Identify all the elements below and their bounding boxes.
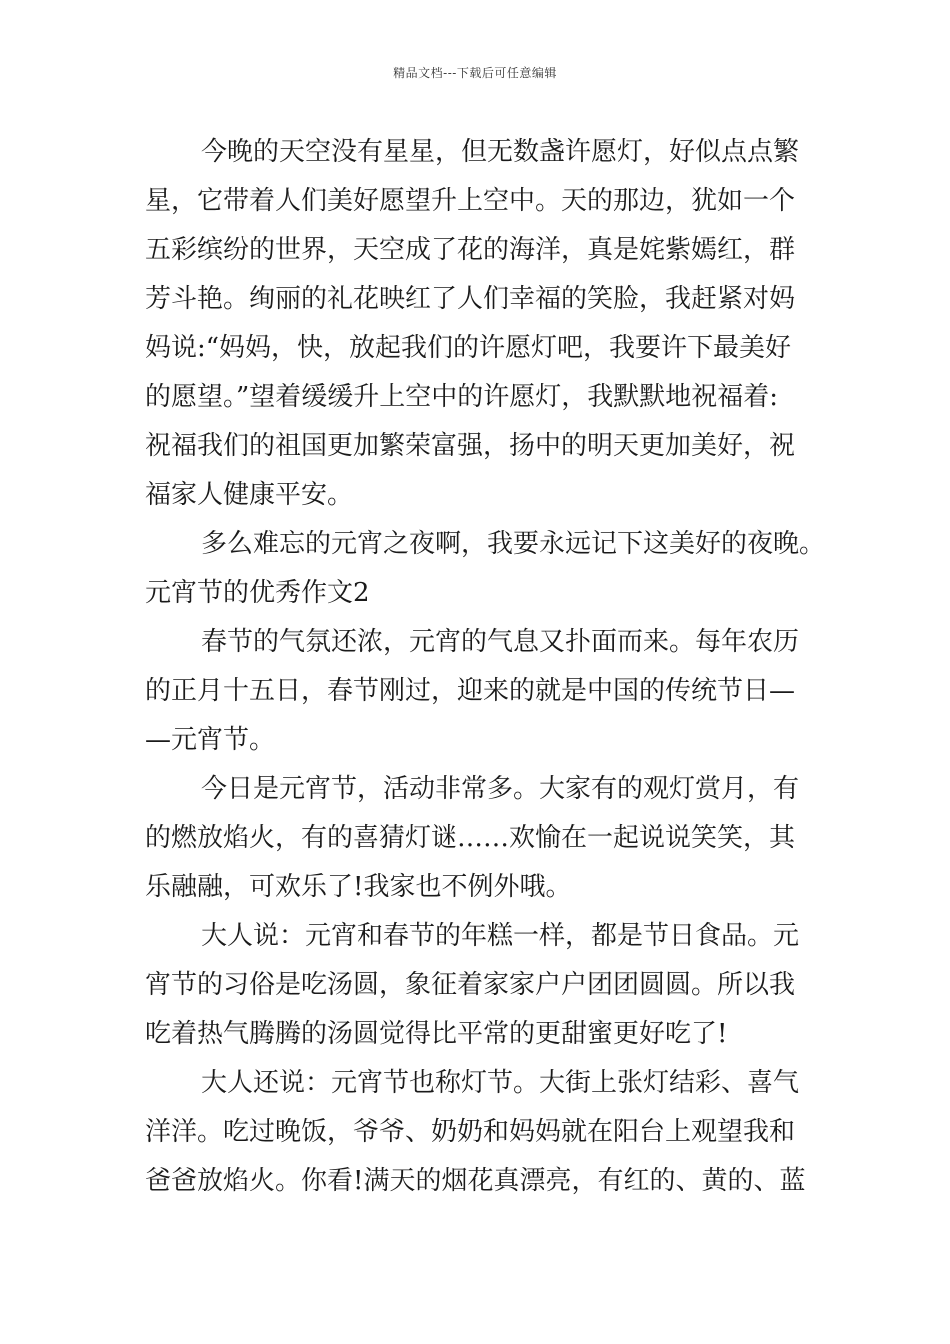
text-line: 五彩缤纷的世界，天空成了花的海洋，真是姹紫嫣红，群 — [145, 235, 796, 265]
document-body — [145, 128, 826, 1206]
text-line: 星，它带着人们美好愿望升上空中。天的那边，犹如一个 — [145, 186, 796, 216]
page-header: 精品文档---下载后可任意编辑 — [393, 66, 557, 80]
text-line: 吃着热气腾腾的汤圆觉得比平常的更甜蜜更好吃了! — [145, 1019, 728, 1049]
text-line: 妈说:“妈妈，快，放起我们的许愿灯吧，我要许下最美好 — [145, 333, 792, 363]
text-line: 今日是元宵节，活动非常多。大家有的观灯赏月，有 — [201, 774, 800, 804]
text-line: 福家人健康平安。 — [145, 480, 354, 510]
text-line: 洋洋。吃过晚饭，爷爷、奶奶和妈妈就在阳台上观望我和 — [145, 1117, 796, 1147]
text-line: 爸爸放焰火。你看!满天的烟花真漂亮，有红的、黄的、蓝 — [145, 1166, 806, 1196]
text-line: —元宵节。 — [145, 725, 276, 755]
text-line: 大人说：元宵和春节的年糕一样，都是节日食品。元 — [201, 921, 800, 951]
section-title: 元宵节的优秀作文2 — [145, 578, 370, 608]
text-line: 今晚的天空没有星星，但无数盏许愿灯，好似点点繁 — [201, 137, 800, 167]
text-line: 芳斗艳。绚丽的礼花映红了人们幸福的笑脸，我赶紧对妈 — [145, 284, 796, 314]
text-line: 祝福我们的祖国更加繁荣富强，扬中的明天更加美好，祝 — [145, 431, 796, 461]
text-line: 的燃放焰火，有的喜猜灯谜……欢愉在一起说说笑笑，其 — [145, 823, 796, 853]
text-line: 的正月十五日，春节刚过，迎来的就是中国的传统节日— — [145, 676, 796, 706]
text-line: 春节的气氛还浓，元宵的气息又扑面而来。每年农历 — [201, 627, 800, 657]
text-line: 乐融融，可欢乐了!我家也不例外哦。 — [145, 872, 572, 902]
text-line: 宵节的习俗是吃汤圆，象征着家家户户团团圆圆。所以我 — [145, 970, 796, 1000]
text-line: 多么难忘的元宵之夜啊，我要永远记下这美好的夜晚。 — [201, 529, 826, 559]
text-line: 的愿望。”望着缓缓升上空中的许愿灯，我默默地祝福着: — [145, 382, 779, 412]
text-line: 大人还说：元宵节也称灯节。大街上张灯结彩、喜气 — [201, 1068, 800, 1098]
